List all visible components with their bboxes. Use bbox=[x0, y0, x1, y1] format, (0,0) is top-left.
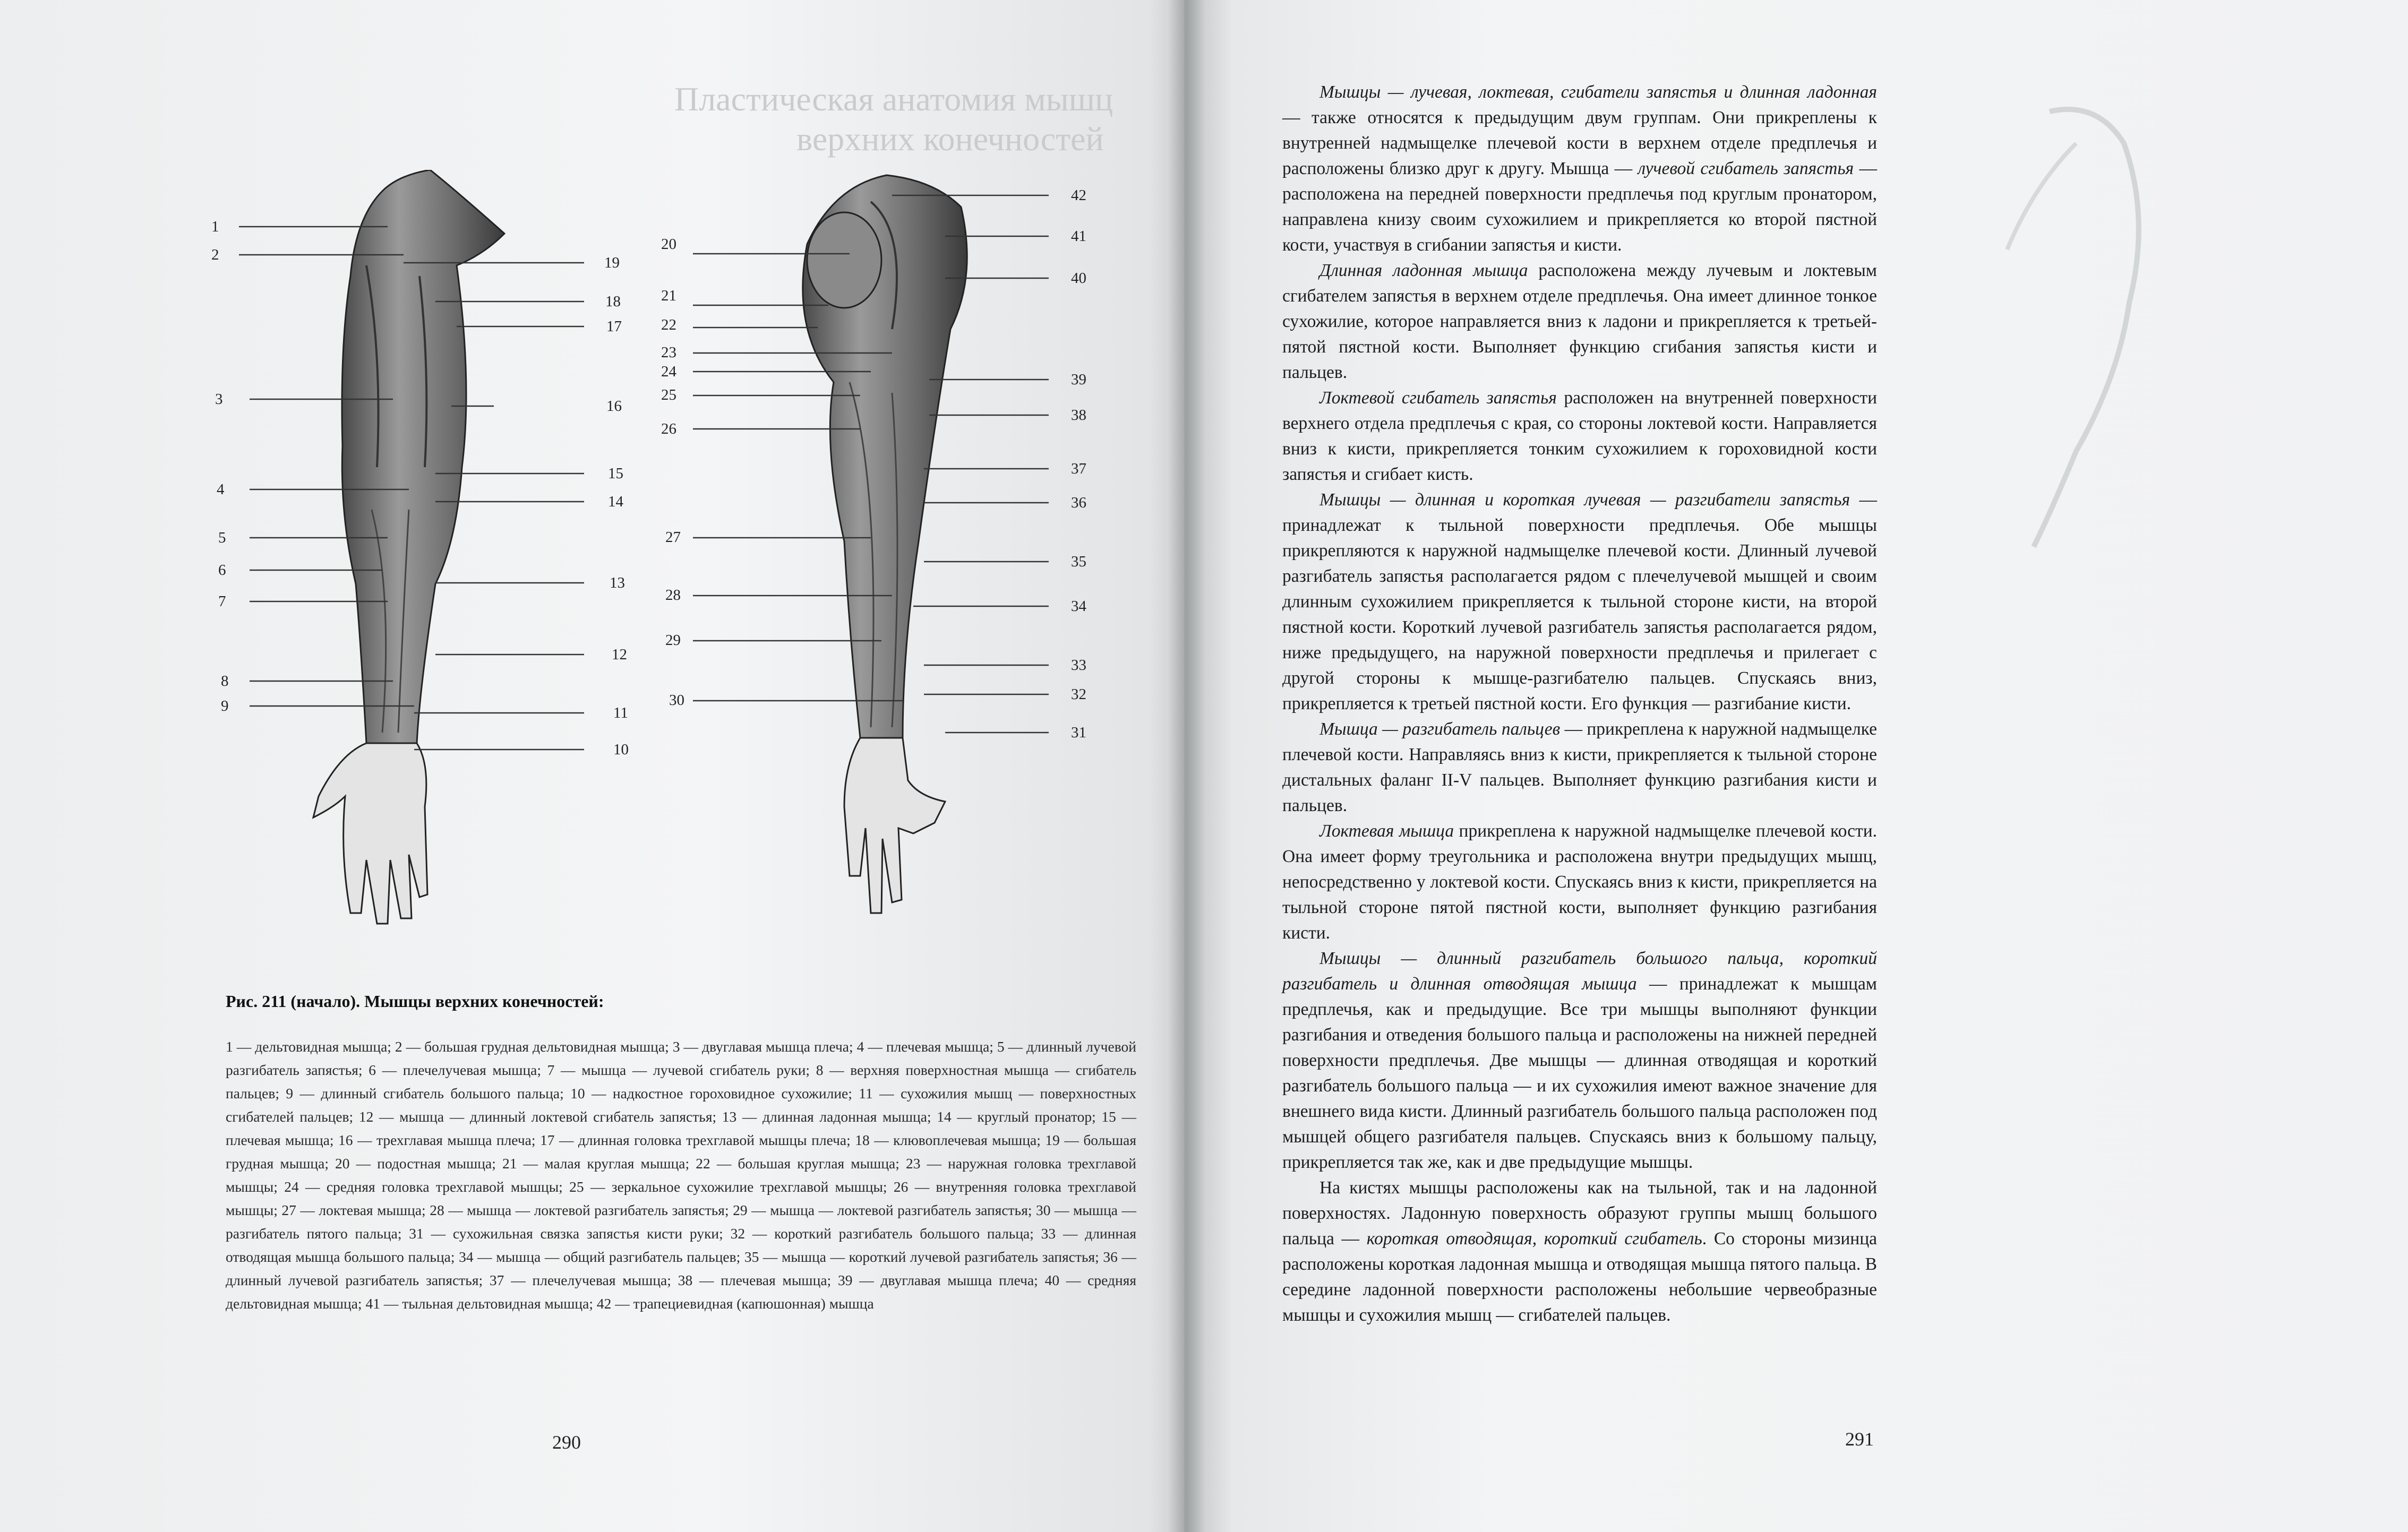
ghost-heading-1: Пластическая анатомия мышц bbox=[674, 80, 1113, 118]
left-page bbox=[0, 0, 1184, 1532]
fig-label: 33 bbox=[1071, 657, 1086, 674]
fig-label: 30 bbox=[669, 692, 684, 709]
figure-caption-title: Рис. 211 (начало). Мышцы верхних конечностей: bbox=[226, 992, 604, 1011]
fig-label: 20 bbox=[661, 236, 676, 253]
paragraph bbox=[1282, 946, 1877, 1175]
fig-label: 39 bbox=[1071, 371, 1086, 388]
fig-label: 11 bbox=[613, 704, 628, 721]
paragraph-text: прикреплена к наружной надмыщелке плечевой кости. Она имеет форму треугольника и расположена внутри предыдущих мышц, непосредственно у локтевой кости. Спускаясь вниз к кисти, прикрепляется на тыльной стороне пятой пястной кости, выполняет функцию разгибания кисти. bbox=[1282, 821, 1877, 943]
book-gutter bbox=[1168, 0, 1205, 1532]
fig-label: 25 bbox=[661, 386, 676, 403]
fig-label: 5 bbox=[218, 529, 226, 546]
fig-label: 8 bbox=[221, 673, 229, 690]
italic-term: Локтевой сгибатель запястья bbox=[1319, 388, 1557, 408]
italic-term: Мышцы — длинный разгибатель большого пальца, короткий разгибатель и длинная отводящая мышца bbox=[1282, 949, 1877, 994]
fig-label: 18 bbox=[605, 293, 621, 310]
fig-label: 2 bbox=[211, 246, 219, 263]
fig-label: 3 bbox=[215, 391, 223, 408]
paragraph-text: — также относятся к предыдущим двум группам. Они прикреплены к внутренней надмыщелке плечевой кости в верхнем отделе предплечья и расположены близко друг к другу. Мышца — bbox=[1282, 108, 1877, 178]
fig-label: 13 bbox=[610, 574, 625, 591]
italic-term: Мышца — разгибатель пальцев bbox=[1319, 719, 1561, 739]
ghost-heading-2: верхних конечностей bbox=[796, 120, 1104, 158]
fig-label: 41 bbox=[1071, 228, 1086, 245]
fig-label: 6 bbox=[218, 562, 226, 579]
fig-label: 16 bbox=[606, 398, 622, 415]
fig-label: 40 bbox=[1071, 270, 1086, 287]
fig-label: 36 bbox=[1071, 494, 1086, 511]
page-number-left: 290 bbox=[552, 1432, 581, 1453]
paragraph-text: — расположена на передней поверхности предплечья под круглым пронатором, направлена книзу своим сухожилием и прикрепляется ко второй пястной кости, участвуя в сгибании запястья и кисти. bbox=[1282, 159, 1878, 255]
paragraph-text: расположен на внутренней поверхности верхнего отдела предплечья с края, со стороны локтевой кости. Направляется вниз к кисти, прикрепляется тонким сухожилием к гороховидной кости запястья и сгибает кисть. bbox=[1282, 388, 1877, 484]
fig-label: 1 bbox=[211, 218, 219, 235]
fig-label: 14 bbox=[608, 493, 623, 510]
paragraph bbox=[1282, 1175, 1877, 1328]
fig-label: 19 bbox=[604, 254, 620, 271]
paragraph bbox=[1282, 385, 1877, 487]
fig-label: 29 bbox=[665, 632, 681, 649]
italic-term: Длинная ладонная мышца bbox=[1319, 261, 1528, 280]
fig-label: 31 bbox=[1071, 724, 1086, 741]
italic-term: Локтевая мышца bbox=[1319, 821, 1454, 841]
paragraph bbox=[1282, 819, 1877, 946]
paragraph-text: На кистях мышцы расположены как на тыльной, так и на ладонной поверхностях. Ладонную поверхность образуют группы мышц большого пальца — bbox=[1282, 1178, 1877, 1249]
fig-label: 37 bbox=[1071, 460, 1086, 477]
fig-label: 35 bbox=[1071, 553, 1086, 570]
fig-label: 27 bbox=[665, 529, 681, 546]
fig-label: 24 bbox=[661, 363, 676, 380]
paragraph-text: — принадлежат к мышцам предплечья, как и предыдущие. Все три мышцы выполняют функции разгибания и отведения большого пальца и расположены на нижней передней поверхности предплечья. Две мышцы — длинная отводящая и короткий разгибатель большого пальца — и их сухожилия имеют важное значение для внешнего вида кисти. Длинный разгибатель большого пальца расположен под мышцей общего разгибателя пальцев. Спускаясь вниз к большому пальцу, прикрепляется так же, как и две предыдущие мышцы. bbox=[1282, 974, 1877, 1172]
paragraph bbox=[1282, 717, 1877, 819]
fig-label: 21 bbox=[661, 287, 676, 304]
fig-label: 15 bbox=[608, 465, 623, 482]
fig-label: 34 bbox=[1071, 598, 1086, 615]
fig-label: 12 bbox=[612, 646, 627, 663]
fig-label: 17 bbox=[606, 318, 622, 335]
fig-label: 22 bbox=[661, 316, 676, 333]
italic-term: Мышцы — длинная и короткая лучевая — разгибатели запястья bbox=[1319, 490, 1850, 510]
fig-label: 32 bbox=[1071, 686, 1086, 703]
figure-legend: 1 — дельтовидная мышца; 2 — большая грудная дельтовидная мышца; 3 — двуглавая мышца плеча; 4 — плечевая мышца; 5 — длинный лучевой разгибатель запястья; 6 — плечелучевая мышца; 7 — мышца — лучевой сгибатель руки; 8 — верхняя поверхностная мышца — сгибатель пальцев; 9 — длинный сгибатель большого пальца; 10 — надкостное гороховидное сухожилие; 11 — сухожилия мышц — поверхностных сгибателей пальцев; 12 — мышца — длинный локтевой сгибатель запястья; 13 — длинная ладонная мышца; 14 — круглый пронатор; 15 — плечевая мышца; 16 — трехглавая мышца плеча; 17 — длинная головка трехглавой мышцы плеча; 18 — клювоплечевая мышца; 19 — большая грудная мышца; 20 — подостная мышца; 21 — малая круглая мышца; 22 — большая круглая мышца; 23 — наружная головка трехглавой мышцы; 24 — средняя головка трехглавой мышцы; 25 — зеркальное сухожилие трехглавой мышцы; 26 — внутренняя головка трехглавой мышцы; 27 — локтевая мышца; 28 — мышца — локтевой разгибатель запястья; 29 — мышца — локтевой разгибатель запястья; 30 — мышца — разгибатель пятого пальца; 31 — сухожильная связка запястья кисти руки; 32 — короткий разгибатель большого пальца; 33 — длинная отводящая мышца большого пальца; 34 — мышца — общий разгибатель пальцев; 35 — мышца — короткий лучевой разгибатель запястья; 36 — длинный лучевой разгибатель запястья; 37 — плечелучевая мышца; 38 — плечевая мышца; 39 — двуглавая мышца плеча; 40 — средняя дельтовидная мышца; 41 — тыльная дельтовидная мышца; 42 — трапециевидная (капюшонная) мышца bbox=[226, 1038, 1136, 1312]
paragraph bbox=[1282, 258, 1877, 385]
fig-label: 38 bbox=[1071, 407, 1086, 424]
leader-lines bbox=[0, 0, 1184, 796]
italic-term: Мышцы — лучевая, локтевая, сгибатели запястья и длинная ладонная bbox=[1319, 82, 1877, 102]
italic-term: лучевой сгибатель запястья bbox=[1638, 159, 1854, 178]
fig-label: 9 bbox=[221, 698, 229, 715]
fig-label: 10 bbox=[613, 741, 629, 758]
fig-label: 4 bbox=[217, 481, 225, 498]
fig-label: 26 bbox=[661, 420, 676, 437]
page-number-right: 291 bbox=[1845, 1428, 1874, 1450]
italic-term: короткая отводящая, короткий сгибатель bbox=[1366, 1229, 1702, 1249]
body-text bbox=[1282, 80, 1877, 1328]
paragraph-text: — принадлежат к тыльной поверхности предплечья. Обе мышцы прикрепляются к наружной надмыщелке плечевой кости. Длинный лучевой разгибатель запястья располагается рядом с плечелучевой мышцей и своим длинным сухожилием прикрепляется к тыльной стороне кисти, на второй пястной кости. Короткий лучевой разгибатель запястья располагается рядом, ниже предыдущего, на наружной поверхности предплечья и прилегает с другой стороны к мышце-разгибателю пальцев. Спускаясь вниз, прикрепляется к третьей пястной кости. Его функция — разгибание кисти. bbox=[1282, 490, 1877, 713]
paragraph-text: расположена между лучевым и локтевым сгибателем запястья в верхнем отделе предплечья. Она имеет длинное тонкое сухожилие, которое направляется вниз к ладони и прикрепляется к третьей-пятой пястной кости. Выполняет функцию сгибания запястья кисти и пальцев. bbox=[1282, 261, 1877, 382]
fig-label: 23 bbox=[661, 344, 676, 361]
ghost-hand-illustration bbox=[1874, 80, 2193, 557]
fig-label: 28 bbox=[665, 587, 681, 604]
paragraph-text: . Со стороны мизинца расположены короткая ладонная мышца и отводящая мышца пятого пальца. В середине ладонной поверхности расположены небольшие червеобразные мышцы и сухожилия мышц — сгибателей пальцев. bbox=[1282, 1229, 1878, 1325]
fig-label: 7 bbox=[218, 593, 226, 610]
paragraph bbox=[1282, 487, 1877, 717]
fig-label: 42 bbox=[1071, 187, 1086, 204]
paragraph-text: — прикреплена к наружной надмыщелке плечевой кости. Направляясь вниз к кисти, прикрепляется к тыльной стороне дистальных фаланг II-V пальцев. Выполняет функцию разгибания кисти и пальцев. bbox=[1282, 719, 1877, 815]
paragraph bbox=[1282, 80, 1877, 258]
